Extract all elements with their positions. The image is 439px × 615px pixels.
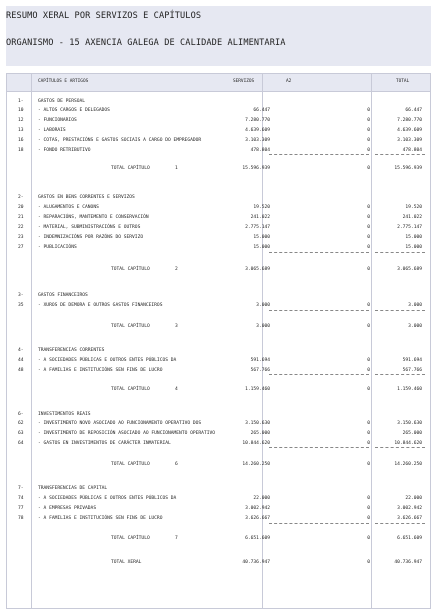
total-value: 15.000 — [405, 245, 422, 250]
total-value: 3.626.667 — [397, 516, 422, 521]
total-value: 3.002.942 — [397, 506, 422, 511]
chapter-code: 1- — [18, 99, 24, 104]
a2-value: 7.280.770 — [245, 118, 270, 123]
a2-value: 66.447 — [253, 108, 270, 113]
chapter-heading-row — [7, 484, 430, 494]
chapter-total-a2: 1.159.460 — [245, 387, 270, 392]
article-name: - PUBLICACIÓNS — [38, 245, 77, 250]
a2-value: 19.520 — [253, 205, 270, 210]
article-code: 10 — [18, 108, 24, 113]
table-row — [7, 116, 430, 126]
table-row — [7, 233, 430, 243]
subtotal-rule — [269, 252, 369, 253]
article-code: 35 — [18, 303, 24, 308]
other-value: 0 — [367, 108, 370, 113]
article-name: - A EMPRESAS PRIVADAS — [38, 506, 97, 511]
other-value: 0 — [367, 358, 370, 363]
a2-value: 265.000 — [250, 431, 270, 436]
chapter-total-label: TOTAL CAPÍTULO — [111, 324, 150, 329]
chapter-total-label: TOTAL CAPÍTULO — [111, 166, 150, 171]
article-code: 62 — [18, 421, 24, 426]
subtotal-rule — [375, 310, 425, 311]
chapter-code: 7- — [18, 486, 24, 491]
subtotal-rule — [269, 374, 369, 375]
article-name: - INVESTIMENTO DE REPOSICIÓN ASOCIADO AO FUNCIONAMENTO OPERATIVO — [38, 431, 216, 436]
a2-value: 241.022 — [250, 215, 270, 220]
subtotal-rule — [375, 374, 425, 375]
chapter-total-row — [7, 460, 430, 470]
subtotal-rule — [269, 447, 369, 448]
other-value: 0 — [367, 421, 370, 426]
chapter-total-label: TOTAL CAPÍTULO — [111, 462, 150, 467]
a2-value: 3.000 — [256, 303, 270, 308]
chapter-name: TRANSFERENCIAS DE CAPITAL — [38, 486, 108, 491]
grand-total-label: TOTAL XERAL — [111, 560, 142, 565]
a2-value: 478.804 — [250, 148, 270, 153]
other-value: 0 — [367, 225, 370, 230]
total-value: 3.103.309 — [397, 138, 422, 143]
total-value: 15.000 — [405, 235, 422, 240]
other-value: 0 — [367, 441, 370, 446]
table-row — [7, 504, 430, 514]
chapter-total-row — [7, 164, 430, 174]
table-row — [7, 494, 430, 504]
chapter-name: GASTOS DE PERSOAL — [38, 99, 86, 104]
grand-total-other: 0 — [367, 560, 370, 565]
article-code: 48 — [18, 368, 24, 373]
table-row — [7, 213, 430, 223]
chapter-total-other: 0 — [367, 536, 370, 541]
table-row — [7, 429, 430, 439]
total-value: 241.022 — [402, 215, 422, 220]
chapter-total-a2: 6.651.609 — [245, 536, 270, 541]
chapter-code: 2- — [18, 195, 24, 200]
table-row — [7, 356, 430, 366]
other-value: 0 — [367, 215, 370, 220]
chapter-heading-row — [7, 346, 430, 356]
chapter-code: 6- — [18, 412, 24, 417]
a2-value: 3.626.667 — [245, 516, 270, 521]
article-code: 77 — [18, 506, 24, 511]
article-code: 74 — [18, 496, 24, 501]
article-name: - MATERIAL, SUBMINISTRACIÓNS E OUTROS — [38, 225, 141, 230]
article-code: 27 — [18, 245, 24, 250]
other-value: 0 — [367, 138, 370, 143]
article-name: - ALUGAMENTOS E CANONS — [38, 205, 99, 210]
total-value: 66.447 — [405, 108, 422, 113]
a2-value: 567.766 — [250, 368, 270, 373]
other-value: 0 — [367, 245, 370, 250]
other-value: 0 — [367, 235, 370, 240]
chapter-total-number: 6 — [175, 462, 178, 467]
table-row — [7, 106, 430, 116]
total-value: 567.766 — [402, 368, 422, 373]
chapter-total-other: 0 — [367, 324, 370, 329]
article-name: - ALTOS CARGOS E DELEGADOS — [38, 108, 110, 113]
chapter-total-other: 0 — [367, 387, 370, 392]
total-value: 265.000 — [402, 431, 422, 436]
article-code: 44 — [18, 358, 24, 363]
table-row — [7, 126, 430, 136]
a2-value: 10.844.620 — [242, 441, 270, 446]
total-value: 3.150.630 — [397, 421, 422, 426]
article-name: - INVESTIMENTO NOVO ASOCIADO AO FUNCIONAMENTO OPERATIVO DOS — [38, 421, 202, 426]
other-value: 0 — [367, 368, 370, 373]
subtotal-rule — [269, 310, 369, 311]
article-code: 12 — [18, 118, 24, 123]
total-value: 22.000 — [405, 496, 422, 501]
article-name: - A FAMILIAS E INSTITUCIÓNS SEN FINS DE LUCRO — [38, 516, 163, 521]
a2-value: 15.000 — [253, 245, 270, 250]
chapter-heading-row — [7, 291, 430, 301]
article-code: 18 — [18, 148, 24, 153]
total-value: 10.844.620 — [394, 441, 422, 446]
article-name: - A SOCIEDADES PÚBLICAS E OUTROS ENTES PÚBLICOS DA — [38, 496, 177, 501]
other-value: 0 — [367, 496, 370, 501]
chapter-name: TRANSFERENCIAS CORRENTES — [38, 348, 105, 353]
grand-total-row — [7, 558, 430, 568]
subtotal-rule — [375, 523, 425, 524]
chapter-total-label: TOTAL CAPÍTULO — [111, 267, 150, 272]
article-name: - COTAS, PRESTACIÓNS E GASTOS SOCIAIS A CARGO DO EMPREGADOR — [38, 138, 202, 143]
chapter-total-number: 3 — [175, 324, 178, 329]
article-code: 13 — [18, 128, 24, 133]
chapter-total-other: 0 — [367, 166, 370, 171]
chapter-total-other: 0 — [367, 267, 370, 272]
chapter-name: GASTOS FINANCEIROS — [38, 293, 88, 298]
other-value: 0 — [367, 506, 370, 511]
article-name: - A SOCIEDADES PÚBLICAS E OUTROS ENTES PÚBLICOS DA — [38, 358, 177, 363]
total-value: 4.639.609 — [397, 128, 422, 133]
article-code: 16 — [18, 138, 24, 143]
chapter-total-a2: 15.596.939 — [242, 166, 270, 171]
article-name: - FUNCIONARIOS — [38, 118, 77, 123]
subtotal-rule — [375, 447, 425, 448]
article-code: 21 — [18, 215, 24, 220]
table-row — [7, 136, 430, 146]
article-code: 63 — [18, 431, 24, 436]
article-name: - XUROS DE DEMORA E OUTROS GASTOS FINANCEIROS — [38, 303, 163, 308]
chapter-code: 3- — [18, 293, 24, 298]
other-value: 0 — [367, 128, 370, 133]
chapter-total-number: 1 — [175, 166, 178, 171]
article-code: 78 — [18, 516, 24, 521]
subtotal-rule — [375, 252, 425, 253]
article-name: - INDEMNIZACIÓNS POR RAZÓNS DO SERVIZO — [38, 235, 144, 240]
chapter-total-number: 4 — [175, 387, 178, 392]
other-value: 0 — [367, 516, 370, 521]
other-value: 0 — [367, 431, 370, 436]
chapter-total-a2: 3.000 — [256, 324, 270, 329]
chapter-total-total: 3.065.689 — [397, 267, 422, 272]
col-header-services: SERVIZOS — [233, 79, 255, 84]
subtotal-rule — [375, 154, 425, 155]
article-name: - REPARACIÓNS, MANTEMENTO E CONSERVACIÓN — [38, 215, 149, 220]
total-value: 3.000 — [408, 303, 422, 308]
article-code: 22 — [18, 225, 24, 230]
chapter-total-a2: 14.260.250 — [242, 462, 270, 467]
article-name: - GASTOS EN INVESTIMENTOS DE CARÁCTER INMATERIAL — [38, 441, 171, 446]
chapter-name: GASTOS EN BENS CORRENTES E SERVIZOS — [38, 195, 135, 200]
chapter-total-total: 6.651.609 — [397, 536, 422, 541]
total-value: 7.280.770 — [397, 118, 422, 123]
chapter-total-row — [7, 385, 430, 395]
chapter-total-total: 3.000 — [408, 324, 422, 329]
chapter-name: INVESTIMENTOS REAIS — [38, 412, 91, 417]
total-value: 19.520 — [405, 205, 422, 210]
other-value: 0 — [367, 148, 370, 153]
article-code: 64 — [18, 441, 24, 446]
a2-value: 591.694 — [250, 358, 270, 363]
other-value: 0 — [367, 205, 370, 210]
chapter-total-total: 14.260.250 — [394, 462, 422, 467]
subtotal-rule — [269, 523, 369, 524]
chapter-total-row — [7, 265, 430, 275]
article-name: - A FAMILIAS E INSTITUCIÓNS SEN FINS DE LUCRO — [38, 368, 163, 373]
a2-value: 2.775.147 — [245, 225, 270, 230]
table-row — [7, 203, 430, 213]
article-name: - LABORAIS — [38, 128, 66, 133]
table-row — [7, 419, 430, 429]
a2-value: 22.000 — [253, 496, 270, 501]
table-row — [7, 223, 430, 233]
total-value: 591.694 — [402, 358, 422, 363]
chapter-total-total: 15.596.939 — [394, 166, 422, 171]
budget-table — [6, 73, 431, 609]
organism-title: ORGANISMO - 15 AXENCIA GALEGA DE CALIDADE ALIMENTARIA — [6, 38, 286, 48]
chapter-total-other: 0 — [367, 462, 370, 467]
chapter-total-total: 1.159.460 — [397, 387, 422, 392]
chapter-total-label: TOTAL CAPÍTULO — [111, 387, 150, 392]
total-value: 2.775.147 — [397, 225, 422, 230]
chapter-heading-row — [7, 193, 430, 203]
chapter-total-row — [7, 534, 430, 544]
chapter-total-number: 2 — [175, 267, 178, 272]
grand-total-a2: 40.736.947 — [242, 560, 270, 565]
table-header — [7, 74, 430, 92]
chapter-total-a2: 3.065.689 — [245, 267, 270, 272]
article-code: 23 — [18, 235, 24, 240]
article-name: - FONDO RETRIBUTIVO — [38, 148, 91, 153]
total-value: 478.804 — [402, 148, 422, 153]
chapter-total-number: 7 — [175, 536, 178, 541]
a2-value: 15.000 — [253, 235, 270, 240]
grand-total-total: 40.736.947 — [394, 560, 422, 565]
subtotal-rule — [269, 154, 369, 155]
a2-value: 3.002.942 — [245, 506, 270, 511]
a2-value: 3.150.630 — [245, 421, 270, 426]
col-header-a2: A2 — [286, 79, 292, 84]
a2-value: 3.103.309 — [245, 138, 270, 143]
a2-value: 4.639.609 — [245, 128, 270, 133]
other-value: 0 — [367, 118, 370, 123]
chapter-total-label: TOTAL CAPÍTULO — [111, 536, 150, 541]
other-value: 0 — [367, 303, 370, 308]
col-header-chapters: CAPÍTULOS E ARTIGOS — [38, 79, 89, 84]
col-header-total: TOTAL — [396, 79, 410, 84]
chapter-total-row — [7, 322, 430, 332]
article-code: 20 — [18, 205, 24, 210]
chapter-code: 4- — [18, 348, 24, 353]
report-title: RESUMO XERAL POR SERVIZOS E CAPÍTULOS — [6, 11, 202, 21]
